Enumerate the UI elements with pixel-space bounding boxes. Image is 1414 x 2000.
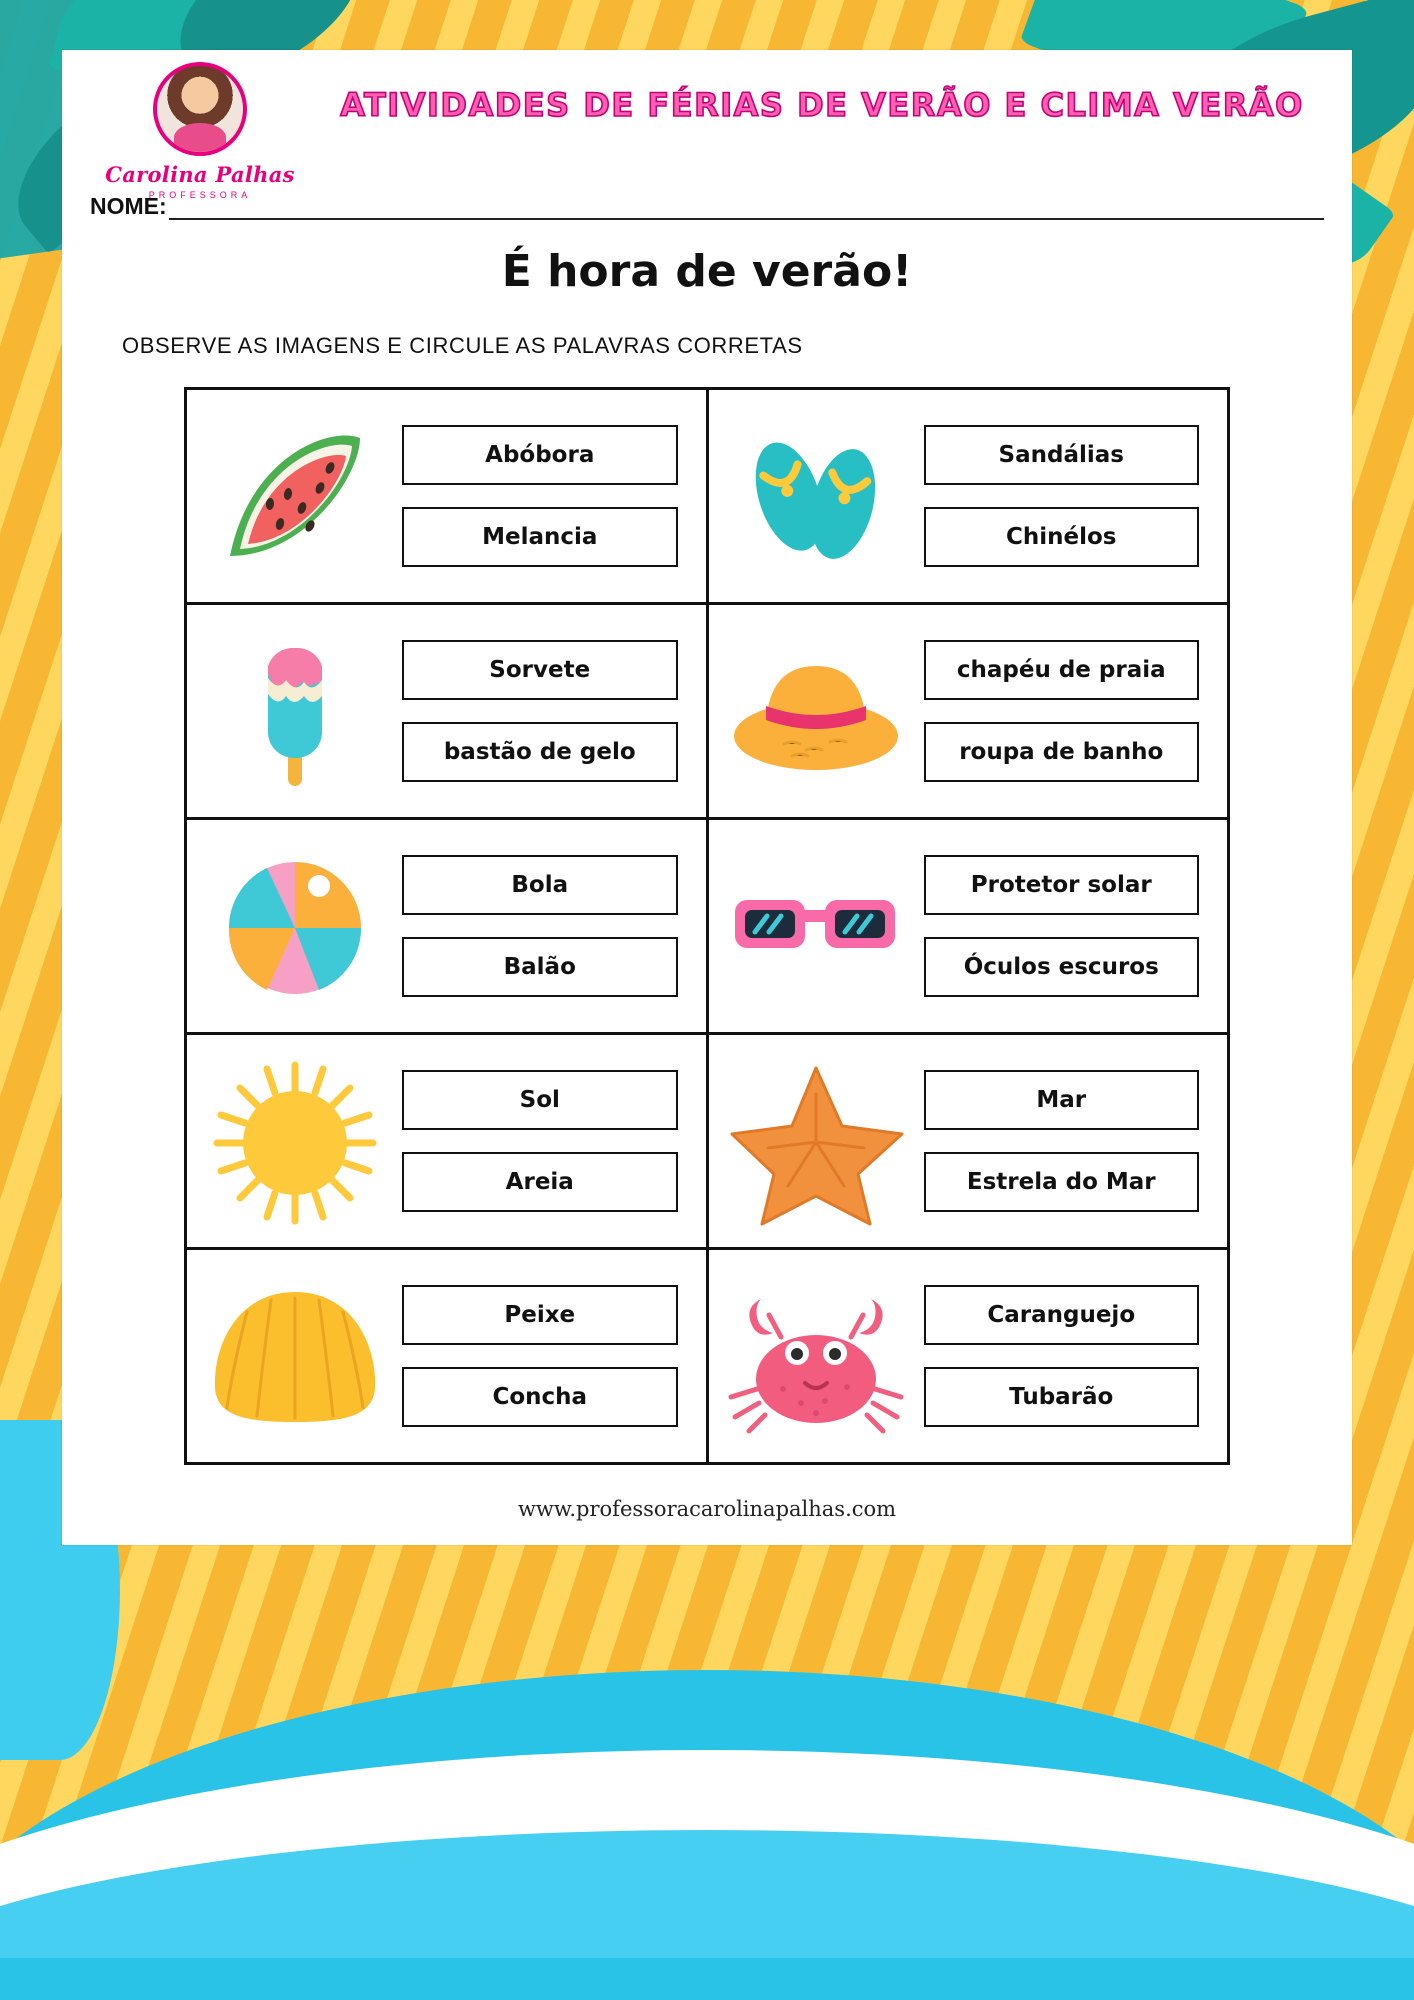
wave-decoration [0,1520,1414,2000]
instruction-text: OBSERVE AS IMAGENS E CIRCULE AS PALAVRAS CORRETAS [122,333,803,358]
option-group [402,640,706,782]
option-button[interactable]: Areia [402,1152,678,1212]
option-button[interactable]: Melancia [402,507,678,567]
option-button[interactable]: Abóbora [402,425,678,485]
option-group [402,425,706,567]
option-group [402,855,706,997]
exercise-cell [186,604,708,819]
beach-ball-icon [187,831,402,1021]
sun-hat-icon [709,616,924,806]
crab-icon [709,1261,924,1451]
exercise-cell [186,1034,708,1249]
option-group [924,855,1228,997]
option-group [924,1070,1228,1212]
exercise-cell [707,819,1229,1034]
option-button[interactable]: Peixe [402,1285,678,1345]
table-row [186,1249,1229,1464]
brand-name: Carolina Palhas [105,162,295,187]
option-button[interactable]: Sorvete [402,640,678,700]
watermelon-icon [187,401,402,591]
worksheet-header [62,50,1352,200]
exercise-grid [184,387,1230,1465]
exercise-cell [186,1249,708,1464]
sun-icon [187,1046,402,1236]
option-group [924,425,1228,567]
seashell-icon [187,1261,402,1451]
worksheet-title: ATIVIDADES DE FÉRIAS DE VERÃO E CLIMA VERÃO [340,86,1304,124]
exercise-cell [707,1249,1229,1464]
table-row [186,1034,1229,1249]
footer-url[interactable]: www.professoracarolinapalhas.com [517,1497,897,1521]
option-group [924,1285,1228,1427]
exercise-cell [707,1034,1229,1249]
option-group [924,640,1228,782]
option-button[interactable]: Tubarão [924,1367,1200,1427]
flip-flops-icon [709,401,924,591]
worksheet-page [62,50,1352,1545]
option-button[interactable]: Balão [402,937,678,997]
option-button[interactable]: Chinélos [924,507,1200,567]
option-button[interactable]: Concha [402,1367,678,1427]
name-input[interactable] [169,198,1324,220]
option-button[interactable]: Caranguejo [924,1285,1200,1345]
option-group [402,1070,706,1212]
option-button[interactable]: Mar [924,1070,1200,1130]
option-button[interactable]: Estrela do Mar [924,1152,1200,1212]
page-title: É hora de verão! [501,246,913,297]
option-button[interactable]: bastão de gelo [402,722,678,782]
sunglasses-icon [709,831,924,1021]
table-row [186,819,1229,1034]
table-row [186,389,1229,604]
brand-subtitle: PROFESSORA [148,190,252,200]
option-button[interactable]: chapéu de praia [924,640,1200,700]
option-button[interactable]: roupa de banho [924,722,1200,782]
option-button[interactable]: Óculos escuros [924,937,1200,997]
bottom-strip [0,1958,1414,2000]
option-button[interactable]: Bola [402,855,678,915]
exercise-cell [707,604,1229,819]
exercise-cell [186,819,708,1034]
name-field-label: NOME: [90,193,167,219]
starfish-icon [709,1046,924,1236]
brand-logo [100,62,300,200]
option-button[interactable]: Sol [402,1070,678,1130]
exercise-cell [186,389,708,604]
popsicle-icon [187,616,402,806]
option-group [402,1285,706,1427]
option-button[interactable]: Sandálias [924,425,1200,485]
exercise-cell [707,389,1229,604]
option-button[interactable]: Protetor solar [924,855,1200,915]
table-row [186,604,1229,819]
teacher-avatar-icon [153,62,247,156]
